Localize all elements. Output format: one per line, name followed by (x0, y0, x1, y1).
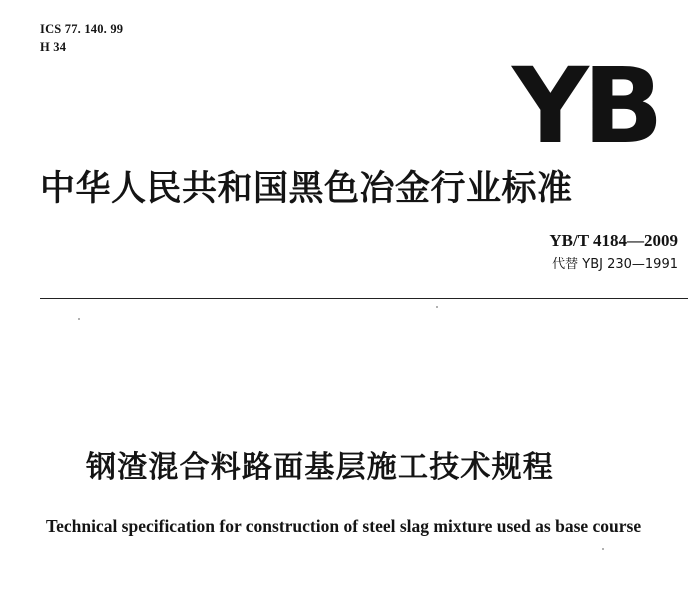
scan-speck (602, 548, 604, 550)
yb-logo: YB (512, 45, 658, 167)
scan-speck (78, 318, 80, 320)
classification-block (40, 20, 123, 56)
replaces-note: 代替 YBJ 230—1991 (552, 257, 678, 272)
document-title: 钢渣混合料路面基层施工技术规程 (86, 450, 554, 485)
standard-code: YB/T 4184—2009 (549, 231, 678, 250)
document-subtitle: Technical specification for construction of steel slag mixture used as base course (46, 516, 642, 536)
ics-code: ICS 77. 140. 99 (40, 22, 124, 36)
standard-title: 中华人民共和国黑色冶金行业标准 (40, 169, 573, 209)
header-divider (40, 298, 688, 299)
scan-speck (436, 306, 438, 308)
class-code: H 34 (40, 40, 67, 54)
